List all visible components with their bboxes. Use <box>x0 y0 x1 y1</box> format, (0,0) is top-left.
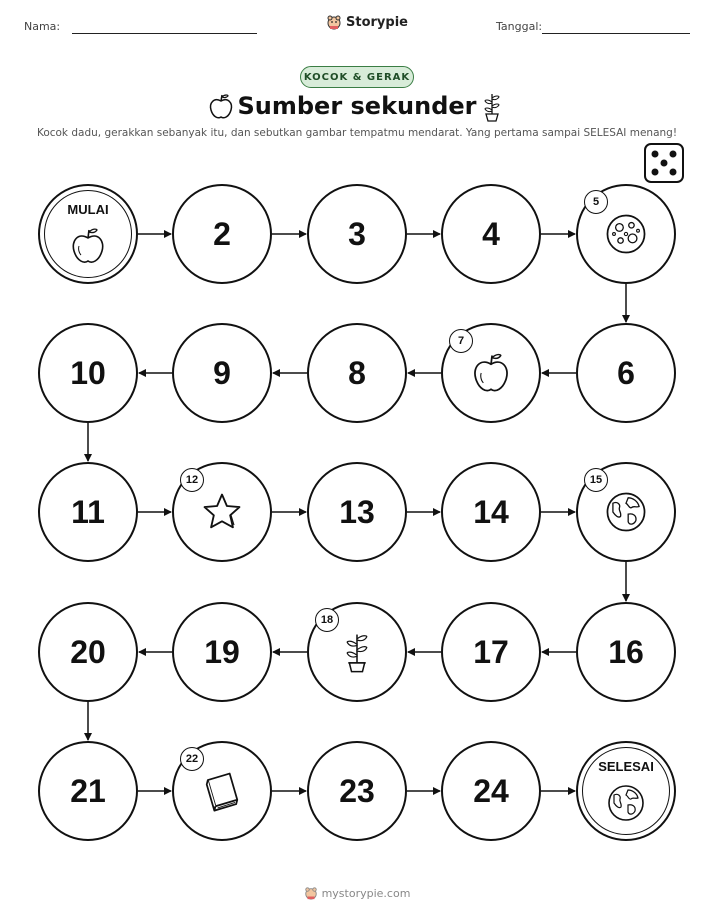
space-number-badge: 5 <box>584 190 608 214</box>
earth-icon <box>604 781 648 825</box>
space-number: 9 <box>213 354 231 391</box>
board-space-2 <box>172 184 272 284</box>
space-number: 8 <box>348 354 366 391</box>
board-space-19 <box>172 602 272 702</box>
board-space-21 <box>38 741 138 841</box>
space-number: 23 <box>339 772 375 809</box>
space-number: 2 <box>213 215 231 252</box>
space-number-badge: 18 <box>315 608 339 632</box>
board-space-8 <box>307 323 407 423</box>
footer-url: mystorypie.com <box>321 886 411 900</box>
space-number: 13 <box>339 493 375 530</box>
board-space-9 <box>172 323 272 423</box>
space-number: 24 <box>473 772 509 809</box>
apple-icon <box>467 349 515 397</box>
finish-space <box>576 741 676 841</box>
footer <box>0 886 714 900</box>
earth-icon <box>602 488 650 536</box>
moon-icon <box>602 210 650 258</box>
space-number-badge: 7 <box>449 329 473 353</box>
board-space-24 <box>441 741 541 841</box>
board-space-6 <box>576 323 676 423</box>
board-space-20 <box>38 602 138 702</box>
space-number-badge: 22 <box>180 747 204 771</box>
space-number-badge: 12 <box>180 468 204 492</box>
space-number: 3 <box>348 215 366 252</box>
plant-icon <box>333 628 381 676</box>
brand-name: Storypie <box>346 14 408 30</box>
start-space <box>38 184 138 284</box>
space-number: 14 <box>473 493 509 530</box>
board-space-4 <box>441 184 541 284</box>
board-space-23 <box>307 741 407 841</box>
space-number: 21 <box>70 772 106 809</box>
board-space-11 <box>38 462 138 562</box>
space-number: 17 <box>473 633 509 670</box>
board-space-10 <box>38 323 138 423</box>
space-number: 4 <box>482 215 500 252</box>
instructions: Kocok dadu, gerakkan sebanyak itu, dan sebutkan gambar tempatmu mendarat. Yang pertama sampai SELESAI menang! <box>36 127 678 139</box>
apple-icon <box>66 224 110 268</box>
date-label: Tanggal: <box>496 20 543 33</box>
book-icon <box>198 767 246 815</box>
space-number: 11 <box>71 493 105 530</box>
finish-label: SELESAI <box>598 759 654 774</box>
board-space-16 <box>576 602 676 702</box>
space-number: 19 <box>204 633 240 670</box>
star-icon <box>198 488 246 536</box>
start-label: MULAI <box>67 202 109 217</box>
name-label: Nama: <box>24 20 61 33</box>
board-space-13 <box>307 462 407 562</box>
board-space-14 <box>441 462 541 562</box>
board-space-3 <box>307 184 407 284</box>
storypie-logo-icon <box>304 886 318 900</box>
space-number: 10 <box>70 354 106 391</box>
space-number: 20 <box>70 633 106 670</box>
space-number: 16 <box>608 633 644 670</box>
space-number-badge: 15 <box>584 468 608 492</box>
space-number: 6 <box>617 354 635 391</box>
board-space-17 <box>441 602 541 702</box>
page-title: Sumber sekunder <box>237 92 477 120</box>
activity-badge: KOCOK & GERAK <box>300 66 414 88</box>
